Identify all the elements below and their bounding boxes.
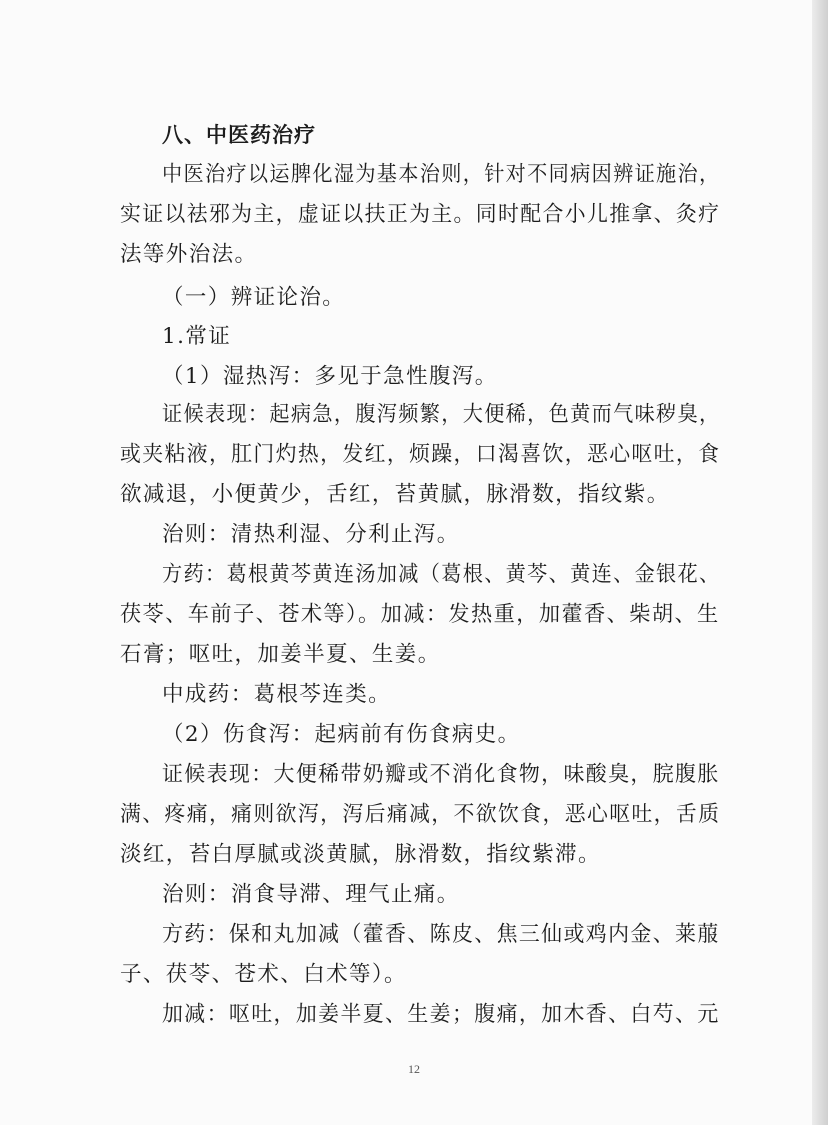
- type1-symptoms-line: 证候表现：起病急，腹泻频繁，大便稀，色黄而气味秽臭，: [162, 402, 721, 427]
- page-number: 12: [408, 1062, 420, 1076]
- type2-symptoms-line: 满、疼痛，痛则欲泻，泻后痛减，不欲饮食，恶心呕吐，舌质: [120, 802, 721, 827]
- type2-symptoms-line: 证候表现：大便稀带奶瓣或不消化食物，味酸臭，脘腹胀: [162, 762, 720, 787]
- type1-symptoms-line: 欲减退，小便黄少，舌红，苔黄腻，脉滑数，指纹紫。: [120, 482, 670, 507]
- type1-prescription-line: 茯苓、车前子、苍术等）。加减：发热重，加藿香、柴胡、生: [120, 602, 720, 627]
- type1-prescription-line: 石膏；呕吐，加姜半夏、生姜。: [120, 642, 441, 667]
- type1-prescription-line: 方药：葛根黄芩黄连汤加减（葛根、黄芩、黄连、金银花、: [162, 562, 721, 587]
- section-heading: 八、中医药治疗: [162, 123, 316, 147]
- type1-treatment: 治则：清热利湿、分利止泻。: [162, 522, 460, 547]
- subheading: 1.常证: [162, 324, 232, 349]
- intro-line: 实证以祛邪为主，虚证以扶正为主。同时配合小儿推拿、灸疗: [120, 202, 721, 227]
- type2-title: （2）伤食泻：起病前有伤食病史。: [162, 722, 521, 747]
- type2-treatment: 治则：消食导滞、理气止痛。: [162, 882, 460, 907]
- type2-prescription-line: 子、茯苓、苍术、白术等）。: [120, 962, 407, 987]
- type1-title: （1）湿热泻：多见于急性腹泻。: [162, 364, 498, 389]
- type1-patent-medicine: 中成药：葛根芩连类。: [162, 682, 392, 707]
- type2-modification: 加减：呕吐，加姜半夏、生姜；腹痛，加木香、白芍、元: [162, 1002, 720, 1027]
- intro-line: 中医治疗以运脾化湿为基本治则，针对不同病因辨证施治，: [162, 162, 721, 187]
- type1-symptoms-line: 或夹粘液，肛门灼热，发红，烦躁，口渴喜饮，恶心呕吐，食: [120, 442, 721, 467]
- type2-prescription-line: 方药：保和丸加减（藿香、陈皮、焦三仙或鸡内金、莱菔: [162, 922, 720, 947]
- type2-symptoms-line: 淡红，苔白厚腻或淡黄腻，脉滑数，指纹紫滞。: [120, 842, 601, 867]
- page-edge-shadow: [812, 0, 828, 1125]
- intro-line: 法等外治法。: [120, 242, 258, 267]
- subsection-heading: （一）辨证论治。: [162, 285, 346, 310]
